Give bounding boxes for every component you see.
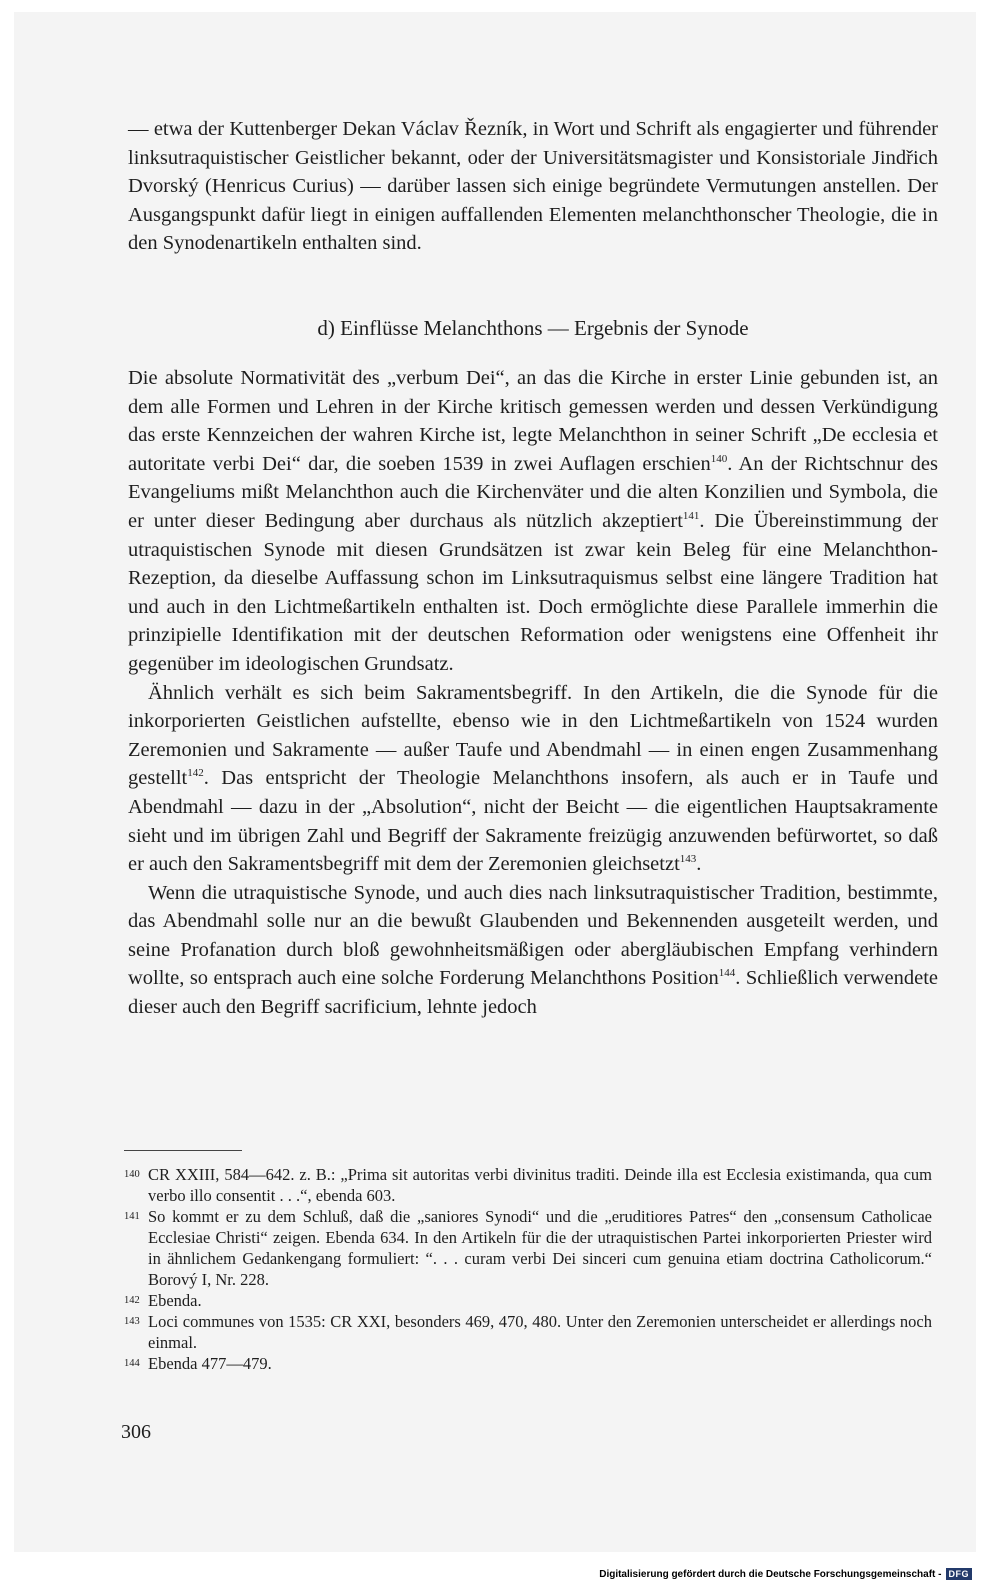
footnote-ref: 140 <box>710 452 728 465</box>
footnote <box>124 1164 932 1206</box>
footnote-text: So kommt er zu dem Schluß, daß die „saniores Synodi“ und die „eruditiores Patres“ den „consensum Catholicae Ecclesiae Christi“ zeigen. Ebenda 634. In den Artikeln für die der utraquistischen Partei inkorporierten Priester wird in ähnlichem Gedankengang formuliert: “. . . curam verbi Dei sinceri cum genuina etiam doctrina Catholicorum.“ Borový I, Nr. 228. <box>148 1207 932 1289</box>
footnote-text: Loci communes von 1535: CR XXI, besonders 469, 470, 480. Unter den Zeremonien unterscheidet er allerdings noch einmal. <box>148 1312 932 1352</box>
footnote-number: 144 <box>124 1358 140 1369</box>
footnote-text: Ebenda 477—479. <box>148 1354 272 1373</box>
text-run: . Die Übereinstimmung der utraquistischen Synode mit diesen Grundsätzen ist zwar kein Beleg für eine Melanchthon-Rezeption, da dieselbe Auffassung schon im Linksutraquismus selbst eine längere Tradition hat und auch in den Lichtmeßartikeln enthalten ist. Doch ermöglichte diese Parallele immerhin die prinzipielle Identifikation mit der deutschen Reformation oder wenigstens eine Offenheit ihr gegenüber im ideologischen Grundsatz. <box>128 509 939 675</box>
footnote-number: 142 <box>124 1295 140 1306</box>
text-run: Die absolute Normativität des „verbum Dei“, an das die Kirche in erster Linie gebunden ist, an dem alle Formen und Lehren in der Kirche kritisch gemessen werden und dessen Verkündigung das erste Kennzeichen der wahren Kirche ist, legte Melanchthon in seiner Schrift „De ecclesia et autoritate verbi Dei“ dar, die soeben 1539 in zwei Auflagen erschien <box>128 367 938 475</box>
paragraph-text: — etwa der Kuttenberger Dekan Václav Řezník, in Wort und Schrift als engagierter und führender linksutraquistischer Geistlicher bekannt, oder der Universitätsmagister und Konsistoriale Jindřich Dvorský (Henricus Curius) — darüber lassen sich einige begründete Vermutungen anstellen. Der Ausgangspunkt dafür liegt in einigen auffallenden Elementen melanchthonscher Theologie, die in den Synodenartikeln enthalten sind. <box>128 118 938 255</box>
footnote-text: CR XXIII, 584—642. z. B.: „Prima sit autoritas verbi divinitus traditi. Deinde illa est Ecclesia existimanda, qua cum verbo illo consentit . . .“, ebenda 603. <box>148 1165 932 1205</box>
text-run: . Das entspricht der Theologie Melanchthons insofern, als auch er in Taufe und Abendmahl — dazu in der „Absolution“, nicht der Beicht — die eigentlichen Hauptsakramente sieht und im übrigen Zahl und Begriff der Sakramente freizügig anzuwenden befürwortet, so daß er auch den Sakramentsbegriff mit dem der Zeremonien gleichsetzt <box>128 767 938 876</box>
footnote-text: Ebenda. <box>148 1291 202 1310</box>
footnote <box>124 1353 932 1374</box>
text-run: Wenn die utraquistische Synode, und auch dies nach linksutraquistischer Tradition, bestimmte, das Abendmahl solle nur an die bewußt Glaubenden und Bekennenden ausgeteilt werden, und seine Profanation durch bloß gewohnheitsmäßigen oder abergläubischen Empfang verhindern wollte, so entsprach auch eine solche Forderung Melanchthons Position <box>128 881 938 990</box>
footnote-number: 141 <box>124 1211 140 1222</box>
text-run: . Schließlich verwendete dieser auch den Begriff sacrificium, lehnte jedoch <box>128 967 939 1019</box>
intro-paragraph <box>128 115 938 258</box>
footnote-divider <box>124 1150 242 1151</box>
digitization-footer <box>599 1568 972 1580</box>
footnote-number: 140 <box>124 1169 140 1180</box>
footnote-ref: 144 <box>718 967 736 980</box>
footnotes <box>124 1164 932 1374</box>
text-run: Ähnlich verhält es sich beim Sakramentsbegriff. In den Artikeln, die die Synode für die inkorporierten Geistlichen aufstellte, ebenso wie in den Lichtmeßartikeln von 1524 wurden Zeremonien und Sakramente — außer Taufe und Abendmahl — in einen engen Zusammenhang gestellt <box>128 681 938 790</box>
footnote <box>124 1290 932 1311</box>
footnote <box>124 1311 932 1353</box>
footnote-ref: 141 <box>682 510 700 523</box>
dfg-logo-icon: DFG <box>946 1568 973 1580</box>
paragraph <box>128 879 938 1022</box>
page-number: 306 <box>121 1421 151 1443</box>
footnote <box>124 1206 932 1290</box>
footnote-number: 143 <box>124 1316 140 1327</box>
paragraph <box>128 364 938 679</box>
main-text <box>128 364 938 1022</box>
footnote-ref: 142 <box>187 767 204 780</box>
footnote-ref: 143 <box>679 853 697 866</box>
paragraph <box>128 679 938 879</box>
text-run: . An der Richtschnur des Evangeliums mißt Melanchthon auch die Kirchenväter und die alten Konzilien und Symbola, die er unter dieser Bedingung aber durchaus als nützlich akzeptiert <box>128 452 938 532</box>
section-heading: d) Einflüsse Melanchthons — Ergebnis der Synode <box>317 316 749 340</box>
footer-text: Digitalisierung gefördert durch die Deutsche Forschungsgemeinschaft - <box>599 1568 942 1580</box>
text-run: . <box>696 853 702 876</box>
